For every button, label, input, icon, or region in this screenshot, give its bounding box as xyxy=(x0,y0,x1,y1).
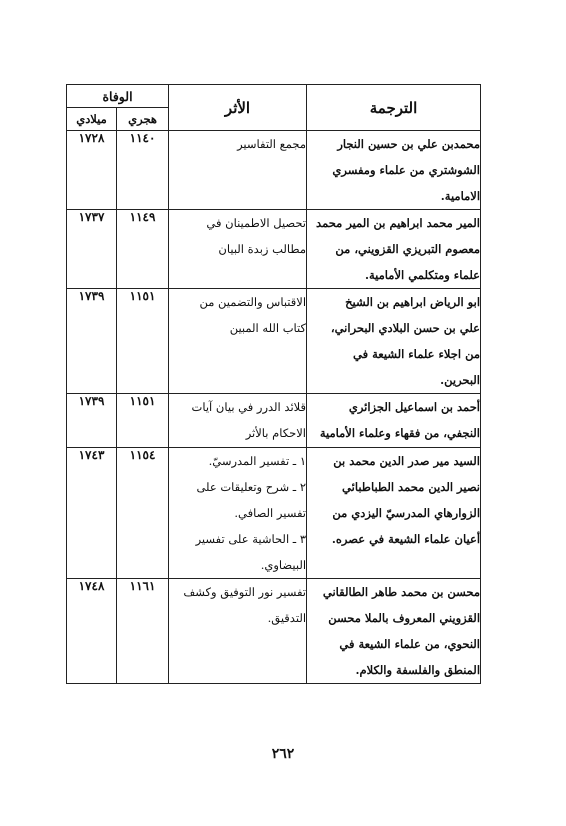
work-line: تحصيل الاطمينان في xyxy=(206,216,307,230)
bio-line: محسن بن محمد طاهر الطالقاني xyxy=(322,585,481,599)
work-line: الاقتباس والتضمين من xyxy=(199,295,307,309)
bio-cell xyxy=(307,394,481,448)
table-row xyxy=(67,131,481,210)
hijri-year: ١١٤٩ xyxy=(117,210,169,289)
bio-line: المنطق والفلسفة والكلام. xyxy=(355,663,481,677)
work-cell xyxy=(169,210,307,289)
bio-line: الزوارهاي المدرسيّ اليزدي من xyxy=(332,506,481,520)
table-row xyxy=(67,394,481,448)
gregorian-year: ١٧٣٧ xyxy=(67,210,117,289)
work-line: البيضاوي. xyxy=(260,558,307,572)
bio-line: نصير الدين محمد الطباطبائي xyxy=(342,480,481,494)
header-death: الوفاة xyxy=(67,85,169,108)
bio-cell xyxy=(307,579,481,684)
hijri-year: ١١٦١ xyxy=(117,579,169,684)
hijri-year: ١١٥٤ xyxy=(117,448,169,579)
hijri-year: ١١٤٠ xyxy=(117,131,169,210)
gregorian-year: ١٧٤٣ xyxy=(67,448,117,579)
work-line: ٣ ـ الحاشية على تفسير xyxy=(195,532,307,546)
bio-line: ابو الرياض ابراهيم بن الشيخ xyxy=(345,295,481,309)
bio-line: البحرين. xyxy=(440,373,481,387)
page-number: ٢٦٢ xyxy=(271,746,295,762)
hijri-year: ١١٥١ xyxy=(117,394,169,448)
bio-cell xyxy=(307,210,481,289)
bio-line: النحوي، من علماء الشيعة في xyxy=(339,637,481,651)
work-line: ٢ ـ شرح وتعليقات على xyxy=(196,480,307,494)
work-line: مجمع التفاسير xyxy=(237,137,307,151)
work-line: ١ ـ تفسير المدرسيّ. xyxy=(208,454,307,468)
bio-line: أعيان علماء الشيعة في عصره. xyxy=(331,532,481,546)
hijri-year: ١١٥١ xyxy=(117,289,169,394)
bio-line: الشوشتري من علماء ومفسري xyxy=(332,163,481,177)
table-row xyxy=(67,448,481,579)
work-line: الاحكام بالأثر xyxy=(245,426,307,440)
gregorian-year: ١٧٢٨ xyxy=(67,131,117,210)
work-cell xyxy=(169,448,307,579)
header-work: الأثر xyxy=(169,85,307,131)
bio-cell xyxy=(307,448,481,579)
bio-line: معصوم التبريزي القزويني، من xyxy=(335,242,481,256)
bio-line: أحمد بن اسماعيل الجزائري xyxy=(348,400,481,414)
bio-line: محمدبن علي بن حسين النجار xyxy=(337,137,481,151)
work-cell xyxy=(169,579,307,684)
work-line: قلائد الدرر في بيان آيات xyxy=(191,400,307,414)
bio-line: النجفي، من فقهاء وعلماء الأمامية xyxy=(319,426,481,440)
table-row xyxy=(67,289,481,394)
work-cell xyxy=(169,394,307,448)
header-gregorian: ميلادي xyxy=(67,108,117,131)
bio-line: الامامية. xyxy=(440,189,481,203)
gregorian-year: ١٧٣٩ xyxy=(67,394,117,448)
table-row xyxy=(67,579,481,684)
header-translation: الترجمة xyxy=(307,85,481,131)
bio-line: المير محمد ابراهيم بن المير محمد xyxy=(316,216,481,230)
work-cell xyxy=(169,131,307,210)
biography-table xyxy=(66,84,481,684)
bio-cell xyxy=(307,289,481,394)
bio-line: السيد مير صدر الدين محمد بن xyxy=(333,454,481,468)
work-line: تفسير الصافي. xyxy=(234,506,307,520)
table-row xyxy=(67,210,481,289)
work-cell xyxy=(169,289,307,394)
bio-line: القزويني المعروف بالملا محسن xyxy=(328,611,481,625)
gregorian-year: ١٧٤٨ xyxy=(67,579,117,684)
work-line: مطالب زبدة البيان xyxy=(218,242,307,256)
bio-line: من اجلاء علماء الشيعة في xyxy=(353,347,481,361)
bio-line: علماء ومتكلمي الأمامية. xyxy=(364,268,481,282)
header-hijri: هجري xyxy=(117,108,169,131)
bio-cell xyxy=(307,131,481,210)
work-line: التدقيق. xyxy=(267,611,307,625)
gregorian-year: ١٧٣٩ xyxy=(67,289,117,394)
work-line: تفسير نور التوفيق وكشف xyxy=(183,585,307,599)
work-line: كتاب الله المبين xyxy=(229,321,307,335)
bio-line: علي بن حسن البلادي البحراني، xyxy=(330,321,481,335)
